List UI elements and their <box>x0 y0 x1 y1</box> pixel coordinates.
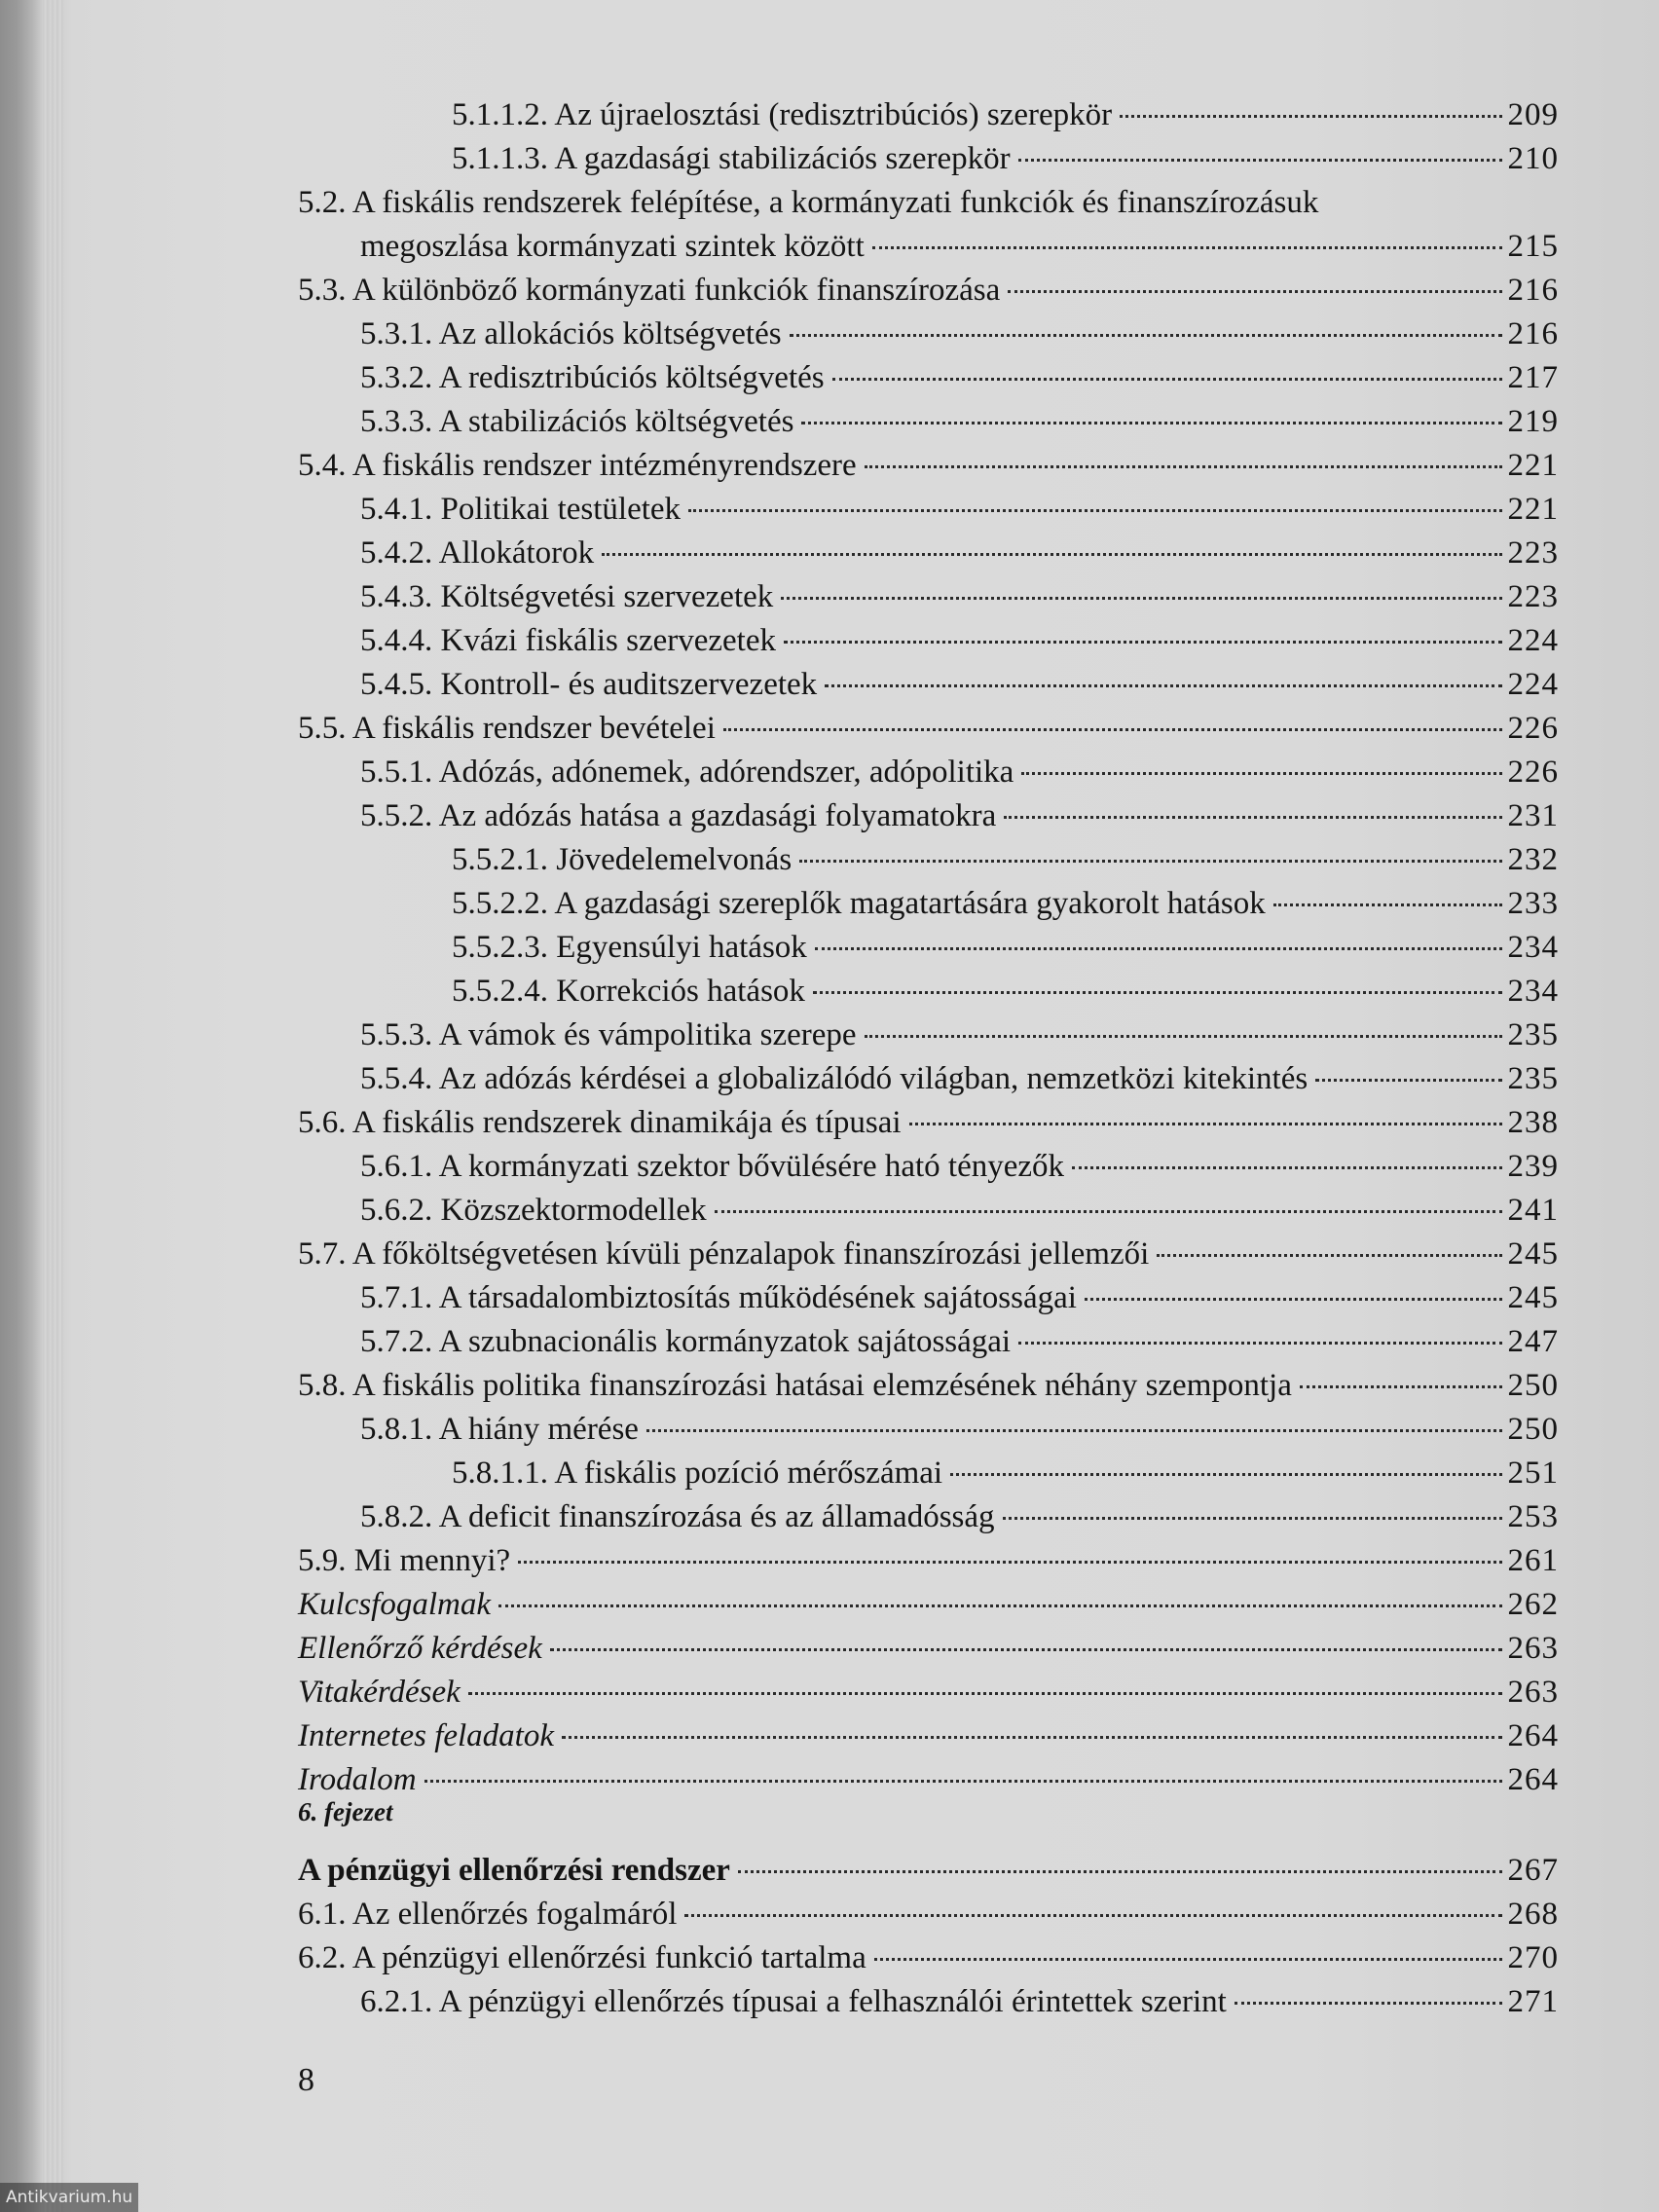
dot-leader <box>1004 816 1501 819</box>
toc-entry[interactable] <box>360 795 1559 836</box>
toc-entry-title: Vitakérdések <box>298 1675 461 1710</box>
toc-entry[interactable] <box>360 489 1559 530</box>
toc-page-number: 238 <box>1507 1105 1559 1140</box>
toc-entry[interactable] <box>360 664 1559 705</box>
page-number: 8 <box>298 2062 314 2098</box>
dot-leader <box>738 1870 1502 1873</box>
toc-entry[interactable] <box>360 401 1559 442</box>
toc-page-number: 216 <box>1507 316 1559 351</box>
toc-page-number: 217 <box>1507 360 1559 395</box>
toc-page-number: 235 <box>1507 1017 1559 1052</box>
toc-chapter-entry[interactable] <box>298 1850 1559 1891</box>
toc-entry[interactable] <box>452 138 1559 179</box>
toc-entry[interactable] <box>298 708 1559 749</box>
toc-entry-title: 5.2. A fiskális rendszerek felépítése, a kormányzati funkciók és finanszírozásuk <box>298 185 1319 220</box>
toc-page-number: 250 <box>1507 1412 1559 1447</box>
toc-entry-title: 5.3.1. Az allokációs költségvetés <box>360 316 782 351</box>
toc-entry-title: 6.2.1. A pénzügyi ellenőrzés típusai a felhasználói érintettek szerint <box>360 1984 1227 2019</box>
toc-entry-title: 5.8.2. A deficit finanszírozása és az államadósság <box>360 1499 995 1534</box>
toc-entry-title: 5.4.1. Politikai testületek <box>360 492 682 527</box>
toc-entry[interactable] <box>360 752 1559 793</box>
toc-entry-title: 5.8.1. A hiány mérése <box>360 1412 639 1447</box>
dot-leader <box>424 1780 1502 1783</box>
dot-leader <box>602 553 1501 556</box>
dot-leader <box>801 422 1501 424</box>
dot-leader <box>688 509 1501 512</box>
toc-entry-title: 5.6. A fiskális rendszerek dinamikája és típusai <box>298 1105 902 1140</box>
toc-entry-title: 5.3. A különböző kormányzati funkciók finanszírozása <box>298 273 1001 308</box>
toc-entry[interactable] <box>298 1672 1559 1713</box>
toc-entry[interactable] <box>298 1715 1559 1756</box>
dot-leader <box>723 728 1502 731</box>
toc-entry-title: 5.5.2.2. A gazdasági szereplők magatartására gyakorolt hatások <box>452 886 1266 921</box>
toc-entry-title: 5.7. A főköltségvetésen kívüli pénzalapok finanszírozási jellemzői <box>298 1236 1150 1272</box>
toc-page-number: 224 <box>1507 667 1559 702</box>
toc-entry-title: 5.6.1. A kormányzati szektor bővülésére ható tényezők <box>360 1149 1065 1184</box>
toc-page-number: 226 <box>1507 711 1559 746</box>
dot-leader <box>518 1561 1501 1564</box>
dot-leader <box>874 1958 1502 1961</box>
toc-entry-title: 5.4.4. Kvázi fiskális szervezetek <box>360 623 777 658</box>
toc-entry-title: 5.5.2.3. Egyensúlyi hatások <box>452 930 807 965</box>
toc-page-number: 261 <box>1507 1543 1559 1578</box>
toc-page-number: 215 <box>1507 229 1559 264</box>
toc-entry-title: 5.4.3. Költségvetési szervezetek <box>360 579 774 614</box>
dot-leader <box>790 334 1502 337</box>
toc-page-number: 262 <box>1507 1587 1559 1622</box>
dot-leader <box>1315 1079 1501 1082</box>
dot-leader <box>815 947 1502 950</box>
toc-page-number: 223 <box>1507 535 1559 571</box>
toc-page-number: 235 <box>1507 1061 1559 1096</box>
toc-entry-title: 5.8.1.1. A fiskális pozíció mérőszámai <box>452 1456 943 1491</box>
toc-page-number: 263 <box>1507 1631 1559 1666</box>
toc-entry[interactable] <box>298 1937 1559 1978</box>
toc-entry-title: 5.3.3. A stabilizációs költségvetés <box>360 404 794 439</box>
toc-entry[interactable] <box>360 576 1559 617</box>
toc-entry[interactable] <box>360 533 1559 573</box>
dot-leader <box>950 1473 1501 1476</box>
toc-page-number: 223 <box>1507 579 1559 614</box>
dot-leader <box>784 641 1501 644</box>
dot-leader <box>1085 1298 1502 1301</box>
toc-entry-title: 5.5.2.1. Jövedelemelvonás <box>452 842 793 877</box>
toc-entry[interactable] <box>452 94 1559 135</box>
dot-leader <box>781 597 1501 600</box>
toc-page-number: 271 <box>1507 1984 1559 2019</box>
toc-page-number: 226 <box>1507 755 1559 790</box>
toc-page-number: 268 <box>1507 1897 1559 1932</box>
dot-leader <box>646 1429 1502 1432</box>
toc-entry[interactable] <box>452 883 1559 924</box>
toc-entry-title: 5.1.1.2. Az újraelosztási (redisztribúciós) szerepkör <box>452 97 1113 132</box>
toc-entry-title: 5.7.2. A szubnacionális kormányzatok sajátosságai <box>360 1324 1012 1359</box>
toc-entry-title: 5.5.2.4. Korrekciós hatások <box>452 974 805 1009</box>
dot-leader <box>715 1210 1502 1213</box>
dot-leader <box>1157 1254 1501 1257</box>
toc-entry[interactable] <box>298 1102 1559 1143</box>
dot-leader <box>684 1914 1501 1917</box>
dot-leader <box>799 860 1501 863</box>
dot-leader <box>832 378 1502 381</box>
toc-entry-title: Ellenőrző kérdések <box>298 1631 542 1666</box>
toc-entry[interactable] <box>298 1894 1559 1935</box>
chapter-label: 6. fejezet <box>298 1797 393 1826</box>
dot-leader <box>1273 903 1502 906</box>
toc-entry-title: 5.4.5. Kontroll- és auditszervezetek <box>360 667 818 702</box>
toc-page-number: 253 <box>1507 1499 1559 1534</box>
toc-page-number: 231 <box>1507 798 1559 833</box>
toc-entry[interactable] <box>298 1234 1559 1274</box>
toc-entry-title: Kulcsfogalmak <box>298 1587 491 1622</box>
toc-entry-title: 5.6.2. Közszektormodellek <box>360 1193 707 1228</box>
toc-page-number: 233 <box>1507 886 1559 921</box>
toc-entry-firstline[interactable] <box>298 182 1559 223</box>
toc-entry[interactable] <box>298 1584 1559 1625</box>
dot-leader <box>1018 159 1502 162</box>
toc-page-number: 239 <box>1507 1149 1559 1184</box>
toc-entry[interactable] <box>298 1759 1559 1800</box>
dot-leader <box>1072 1166 1501 1169</box>
toc-entry[interactable] <box>360 1014 1559 1055</box>
dot-leader <box>865 465 1502 468</box>
toc-entry-title: 5.5.2. Az adózás hatása a gazdasági folyamatokra <box>360 798 997 833</box>
dot-leader <box>865 1035 1502 1038</box>
toc-page-number: 245 <box>1507 1236 1559 1272</box>
toc-entry[interactable] <box>452 1453 1559 1493</box>
toc-page-number: 221 <box>1507 448 1559 483</box>
toc-entry[interactable] <box>298 1540 1559 1581</box>
toc-entry[interactable] <box>452 971 1559 1012</box>
toc-entry[interactable] <box>452 927 1559 968</box>
toc-entry[interactable] <box>360 1146 1559 1187</box>
dot-leader <box>468 1692 1502 1695</box>
toc-entry-title: 5.1.1.3. A gazdasági stabilizációs szerepkör <box>452 141 1011 176</box>
toc-entry-title: 5.5.1. Adózás, adónemek, adórendszer, adópolitika <box>360 755 1014 790</box>
dot-leader <box>562 1736 1501 1739</box>
toc-page-number: 247 <box>1507 1324 1559 1359</box>
watermark: Antikvarium.hu <box>0 2183 138 2212</box>
toc-page-number: 224 <box>1507 623 1559 658</box>
toc-page-number: 219 <box>1507 404 1559 439</box>
dot-leader <box>1300 1385 1502 1388</box>
toc-entry-title: 6.1. Az ellenőrzés fogalmáról <box>298 1897 678 1932</box>
toc-entry-title: 5.5. A fiskális rendszer bevételei <box>298 711 716 746</box>
dot-leader <box>1120 115 1501 118</box>
toc-page-number: 210 <box>1507 141 1559 176</box>
toc-page-number: 232 <box>1507 842 1559 877</box>
toc-entry-title: 6.2. A pénzügyi ellenőrzési funkció tartalma <box>298 1940 866 1975</box>
toc-entry-title: 5.3.2. A redisztribúciós költségvetés <box>360 360 825 395</box>
toc-page-number: 209 <box>1507 97 1559 132</box>
toc-entry[interactable] <box>360 1321 1559 1362</box>
toc-entry-title: 5.5.4. Az adózás kérdései a globalizálódó világban, nemzetközi kitekintés <box>360 1061 1309 1096</box>
toc-page-number: 234 <box>1507 930 1559 965</box>
toc-page-number: 216 <box>1507 273 1559 308</box>
dot-leader <box>1021 772 1501 775</box>
toc-entry[interactable] <box>452 839 1559 880</box>
toc-entry-title: 5.7.1. A társadalombiztosítás működésének sajátosságai <box>360 1280 1077 1315</box>
toc-entry[interactable] <box>360 1409 1559 1450</box>
toc-entry[interactable] <box>298 445 1559 486</box>
toc-entry-title: Internetes feladatok <box>298 1718 555 1753</box>
dot-leader <box>1235 2002 1502 2005</box>
toc-entry-title: 5.9. Mi mennyi? <box>298 1543 511 1578</box>
toc-page-number: 267 <box>1507 1853 1559 1888</box>
toc-entry[interactable] <box>298 1628 1559 1669</box>
toc-page-number: 263 <box>1507 1675 1559 1710</box>
toc-entry[interactable] <box>360 1190 1559 1231</box>
toc-entry[interactable] <box>360 226 1559 267</box>
toc-page-number: 264 <box>1507 1762 1559 1797</box>
toc-entry[interactable] <box>298 270 1559 311</box>
toc-entry-title: Irodalom <box>298 1762 417 1797</box>
toc-page-number: 245 <box>1507 1280 1559 1315</box>
toc-page-number: 270 <box>1507 1940 1559 1975</box>
toc-entry-title: A pénzügyi ellenőrzési rendszer <box>298 1853 730 1888</box>
dot-leader <box>1008 290 1501 293</box>
toc-page-number: 221 <box>1507 492 1559 527</box>
toc-page-number: 234 <box>1507 974 1559 1009</box>
toc-entry[interactable] <box>360 1981 1559 2022</box>
toc-entry-title: 5.5.3. A vámok és vámpolitika szerepe <box>360 1017 857 1052</box>
toc-entry[interactable] <box>360 357 1559 398</box>
toc-entry[interactable] <box>360 313 1559 354</box>
dot-leader <box>1018 1342 1501 1345</box>
dot-leader <box>813 991 1502 994</box>
toc-entry[interactable] <box>360 1058 1559 1099</box>
toc-page-number: 251 <box>1507 1456 1559 1491</box>
toc-entry[interactable] <box>360 1496 1559 1537</box>
toc-entry-title: megoszlása kormányzati szintek között <box>360 229 865 264</box>
toc-entry-title: 5.4. A fiskális rendszer intézményrendszere <box>298 448 857 483</box>
toc-entry[interactable] <box>360 620 1559 661</box>
toc-page-number: 264 <box>1507 1718 1559 1753</box>
dot-leader <box>825 684 1501 687</box>
toc-entry[interactable] <box>298 1365 1559 1406</box>
dot-leader <box>498 1604 1502 1607</box>
dot-leader <box>550 1648 1502 1651</box>
toc-entry-title: 5.4.2. Allokátorok <box>360 535 595 571</box>
toc-entry[interactable] <box>360 1277 1559 1318</box>
dot-leader <box>909 1123 1502 1125</box>
dot-leader <box>872 246 1502 249</box>
dot-leader <box>1003 1517 1502 1520</box>
toc-page-number: 241 <box>1507 1193 1559 1228</box>
toc-entry-title: 5.8. A fiskális politika finanszírozási hatásai elemzésének néhány szempontja <box>298 1368 1292 1403</box>
toc-page-number: 250 <box>1507 1368 1559 1403</box>
